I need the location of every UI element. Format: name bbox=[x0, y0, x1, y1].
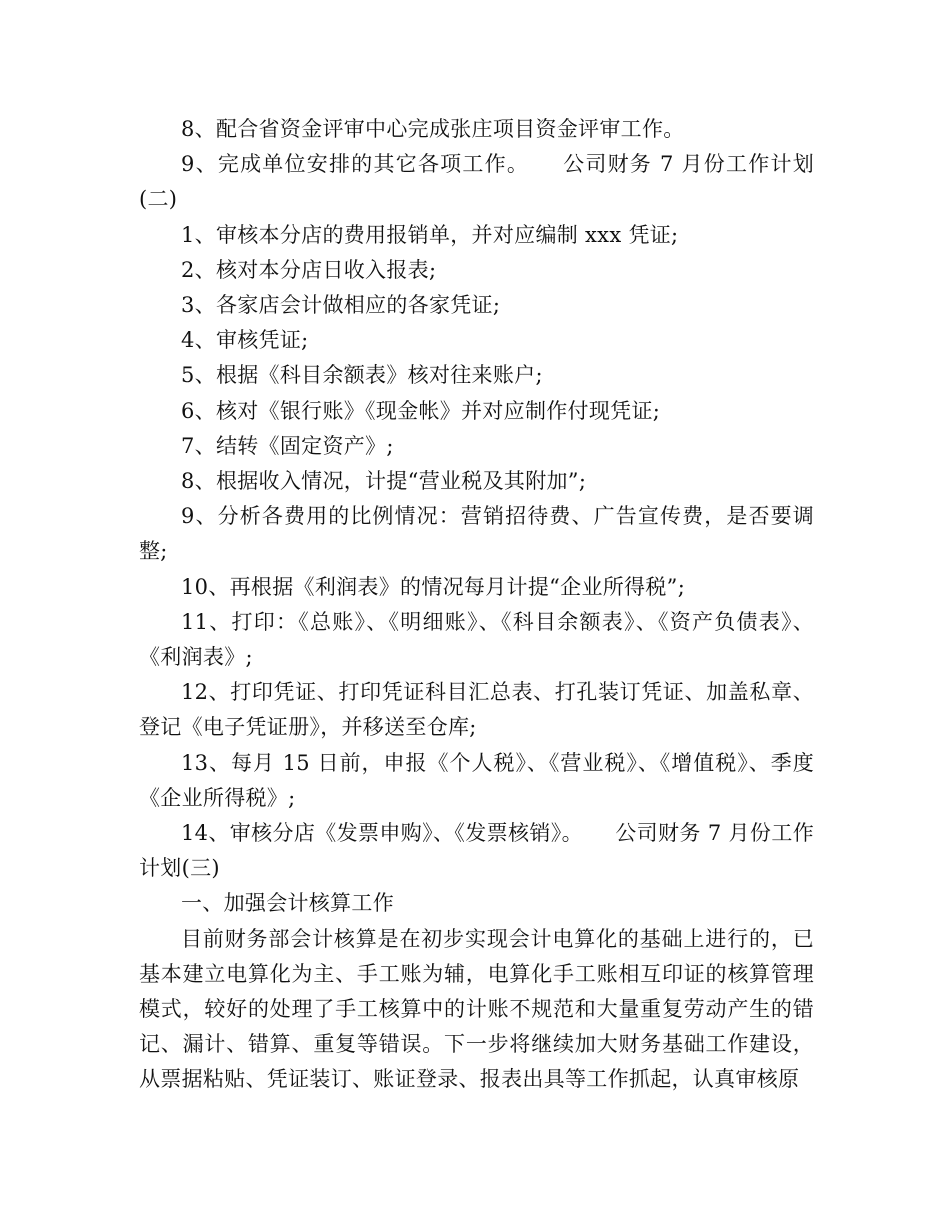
paragraph-5: 3、各家店会计做相应的各家凭证; bbox=[181, 293, 501, 318]
paragraph-7: 5、根据《科目余额表》核对往来账户; bbox=[181, 363, 543, 388]
paragraph-15: 13、每月 15 日前，申报《个人税》、《营业税》、《增值税》、季度《企业所得税》; bbox=[139, 750, 814, 810]
paragraph-10: 8、根据收入情况，计提“营业税及其附加”; bbox=[181, 469, 587, 494]
paragraph-11: 9、分析各费用的比例情况：营销招待费、广告宣传费，是否要调整; bbox=[139, 504, 814, 564]
section-heading: 一、加强会计核算工作 bbox=[181, 891, 394, 916]
document-body bbox=[139, 112, 814, 1098]
paragraph-13: 11、打印：《总账》、《明细账》、《科目余额表》、《资产负债表》、《利润表》; bbox=[139, 609, 814, 670]
paragraph-9: 7、结转《固定资产》; bbox=[181, 433, 394, 458]
paragraph-3: 1、审核本分店的费用报销单，并对应编制 xxx 凭证; bbox=[181, 222, 679, 247]
paragraph-6: 4、审核凭证; bbox=[181, 328, 309, 353]
paragraph-2: 9、完成单位安排的其它各项工作。 公司财务 7 月份工作计划(二) bbox=[139, 152, 814, 212]
paragraph-12: 10、再根据《利润表》的情况每月计提“企业所得税”; bbox=[181, 574, 686, 599]
paragraph-1: 8、配合省资金评审中心完成张庄项目资金评审工作。 bbox=[181, 117, 685, 141]
paragraph-4: 2、核对本分店日收入报表; bbox=[181, 257, 437, 282]
paragraph-16: 14、审核分店《发票申购》、《发票核销》。 公司财务 7 月份工作计划(三) bbox=[139, 821, 814, 881]
paragraph-14: 12、打印凭证、打印凭证科目汇总表、打孔装订凭证、加盖私章、登记《电子凭证册》，并移送至仓库; bbox=[139, 680, 814, 740]
paragraph-body: 目前财务部会计核算是在初步实现会计电算化的基础上进行的，已基本建立电算化为主、手工账为辅，电算化手工账相互印证的核算管理模式，较好的处理了手工核算中的计账不规范和大量重复劳动产生的错记、漏计、错算、重复等错误。下一步将继续加大财务基础工作建设，从票据粘贴、凭证装订、账证登录、报表出具等工作抓起，认真审核原 bbox=[139, 926, 814, 1092]
paragraph-8: 6、核对《银行账》《现金帐》并对应制作付现凭证; bbox=[181, 398, 661, 423]
